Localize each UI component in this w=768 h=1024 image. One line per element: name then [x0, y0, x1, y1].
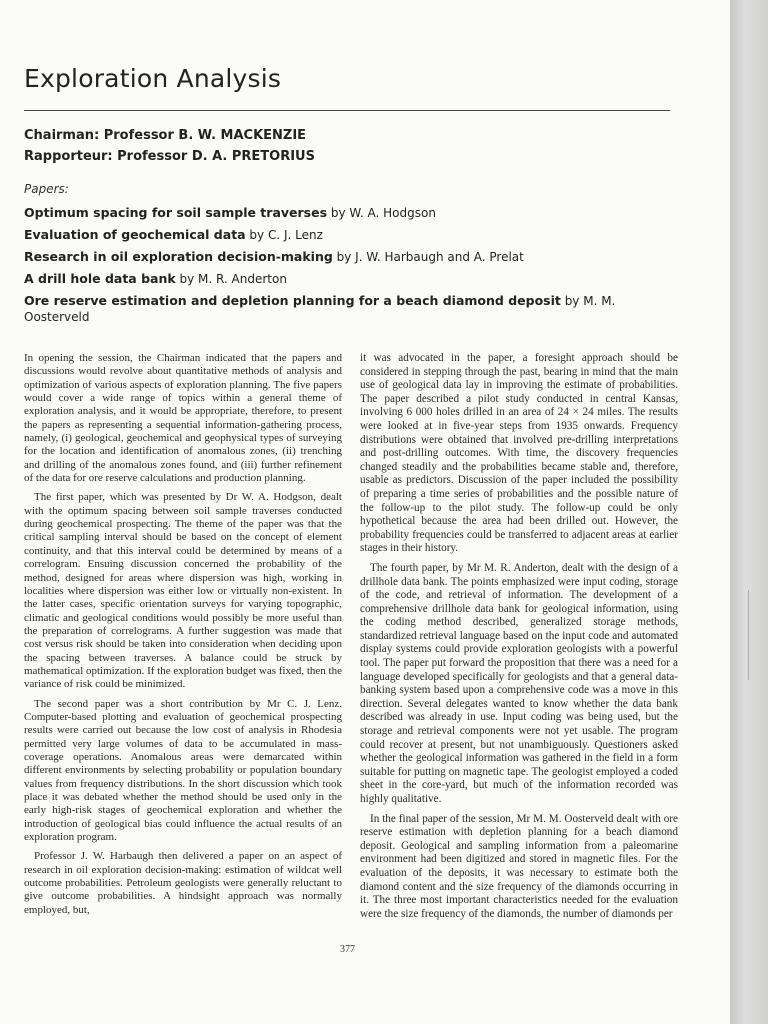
paragraph: In opening the session, the Chairman indicated that the papers and discussions would revolve about quantitative methods of analysis and optimization of various aspects of exploration planning. The five papers would cover a wide range of topics within a general theme of exploration analysis, and it would be appropriate, therefore, to present the papers as representing a sequential information-gathering process, namely, (i) geological, geochemical and geophysical types of surveying for the location and identification of anomalous zones, (ii) trenching and drilling of the anomalous zones found, and (iii) further refinement of the data for ore reserve calculations and production planning.: [24, 352, 342, 485]
paragraph: The fourth paper, by Mr M. R. Anderton, dealt with the design of a drillhole data bank. The points emphasized were input coding, storage of the code, and retrieval of information. The development of a comprehensive drillhole data bank for geological information, using the coding method described, generalized storage methods, standardized retrieval language based on the input code and automated display systems could provide exploration geologists with a powerful tool. The paper put forward the proposition that there was a need for a language developed specifically for geologists and that a general data-banking system based upon a comprehensive code was a move in this direction. Several delegates wanted to know whether the data bank described was already in use. Input coding was being used, but the storage and retrieval components were not yet usable. The program could recover at present, but not unambiguously. Questioners asked whether the geological information was gathered in the field in a form suitable for putting on magnetic tape. The geologist employed a coded sheet in the core-yard, but much of the information recorded was highly qualitative.: [360, 561, 678, 805]
paper-title: Ore reserve estimation and depletion planning for a beach diamond deposit: [24, 293, 561, 308]
chairman-line: Chairman: Professor B. W. MACKENZIE: [24, 128, 307, 143]
paper-entry-2: [24, 227, 674, 243]
paper-author: by J. W. Harbaugh and A. Prelat: [332, 250, 524, 264]
paper-author: by W. A. Hodgson: [327, 206, 436, 220]
paper-entry-5: [24, 293, 684, 325]
paragraph: it was advocated in the paper, a foresight approach should be considered in stepping through the past, bearing in mind that the main use of geological data lay in improving the estimate of probabilities. The paper described a pilot study conducted in central Kansas, involving 6 000 holes drilled in an area of 24 × 24 miles. The results were looked at in five-year steps from 1935 onwards. Frequency distributions were obtained that involved pre-drilling interpretations and post-drilling outcomes. With time, the discovery frequencies changed steadily and the probabilities became stable and, therefore, usable as predictors. Discussion of the paper included the possibility of preparing a time series of probabilities and the possible nature of the follow-up to the pilot study. The follow-up could be only hypothetical because the area had been drilled out. However, the probability frequencies could be transferred to adjacent areas at earlier stages in their history.: [360, 352, 678, 555]
paper-title: Optimum spacing for soil sample traverses: [24, 205, 328, 220]
paper-entry-4: [24, 271, 674, 287]
section-title: Exploration Analysis: [24, 64, 282, 93]
paper-title: A drill hole data bank: [24, 271, 176, 286]
page-edge-mark: [748, 590, 749, 680]
paragraph: In the final paper of the session, Mr M. M. Oosterveld dealt with ore reserve estimation with depletion planning for a beach diamond deposit. Geological and sampling information from a paleomarine environment had been digitized and stored in magnetic files. For the evaluation of the deposits, it was necessary to estimate both the diamond content and the size frequency of the diamonds occurring in it. The three most important characteristics needed for the evaluation were the size frequency of the diamonds, the number of diamonds per: [360, 812, 678, 920]
rapporteur-line: Rapporteur: Professor D. A. PRETORIUS: [24, 149, 315, 164]
paper-author: by M. M. Oosterveld: [24, 294, 616, 324]
paper-title: Research in oil exploration decision-making: [24, 249, 333, 264]
text-column-right: [360, 352, 678, 927]
paragraph: The second paper was a short contribution by Mr C. J. Lenz. Computer-based plotting and evaluation of geochemical prospecting results were carried out because the low cost of analysis in Rhodesia permitted very large volumes of data to be accumulated in mass-coverage operations. Anomalous areas were demarcated within different environments by selecting probability or population boundary values from frequency distributions. In the short discussion which took place it was debated whether the method should be used only in the early high-risk stages of geochemical exploration and whether the introduction of geological bias could influence the actual results of an exploration program.: [24, 697, 342, 844]
page-number: 377: [340, 944, 355, 955]
paper-entry-1: [24, 205, 674, 221]
title-rule: [24, 110, 670, 111]
paper-title: Evaluation of geochemical data: [24, 227, 246, 242]
paper-author: by M. R. Anderton: [175, 272, 287, 286]
adjacent-page-edge: [730, 0, 768, 1024]
papers-label: Papers:: [24, 182, 69, 196]
paragraph: Professor J. W. Harbaugh then delivered a paper on an aspect of research in oil exploration decision-making: estimation of wildcat well outcome probabilities. Petroleum geologists were generally reluctant to give outcome probabilities. A hindsight approach was normally employed, but,: [24, 850, 342, 916]
paper-author: by C. J. Lenz: [245, 228, 323, 242]
paragraph: The first paper, which was presented by Dr W. A. Hodgson, dealt with the optimum spacing between soil sample traverses conducted during geochemical prospecting. The theme of the paper was that the critical sampling interval should be based on the concept of element continuity, and that this interval could be determined by means of a correlogram. Ensuing discussion concerned the probability of the method, designed for areas where dispersion was high, working in localities where dispersion was either low or virtually non-existent. In the latter cases, specific orientation surveys for varying topographic, climatic and geological conditions would possibly be more useful than the preparation of correlograms. A further suggestion was made that cost versus risk should be taken into consideration when deciding upon the spacing between traverses. A balance could be struck by mathematical optimization. If the exploration budget was fixed, then the variance of risk could be minimized.: [24, 491, 342, 691]
text-column-left: [24, 352, 342, 923]
paper-entry-3: [24, 249, 674, 265]
